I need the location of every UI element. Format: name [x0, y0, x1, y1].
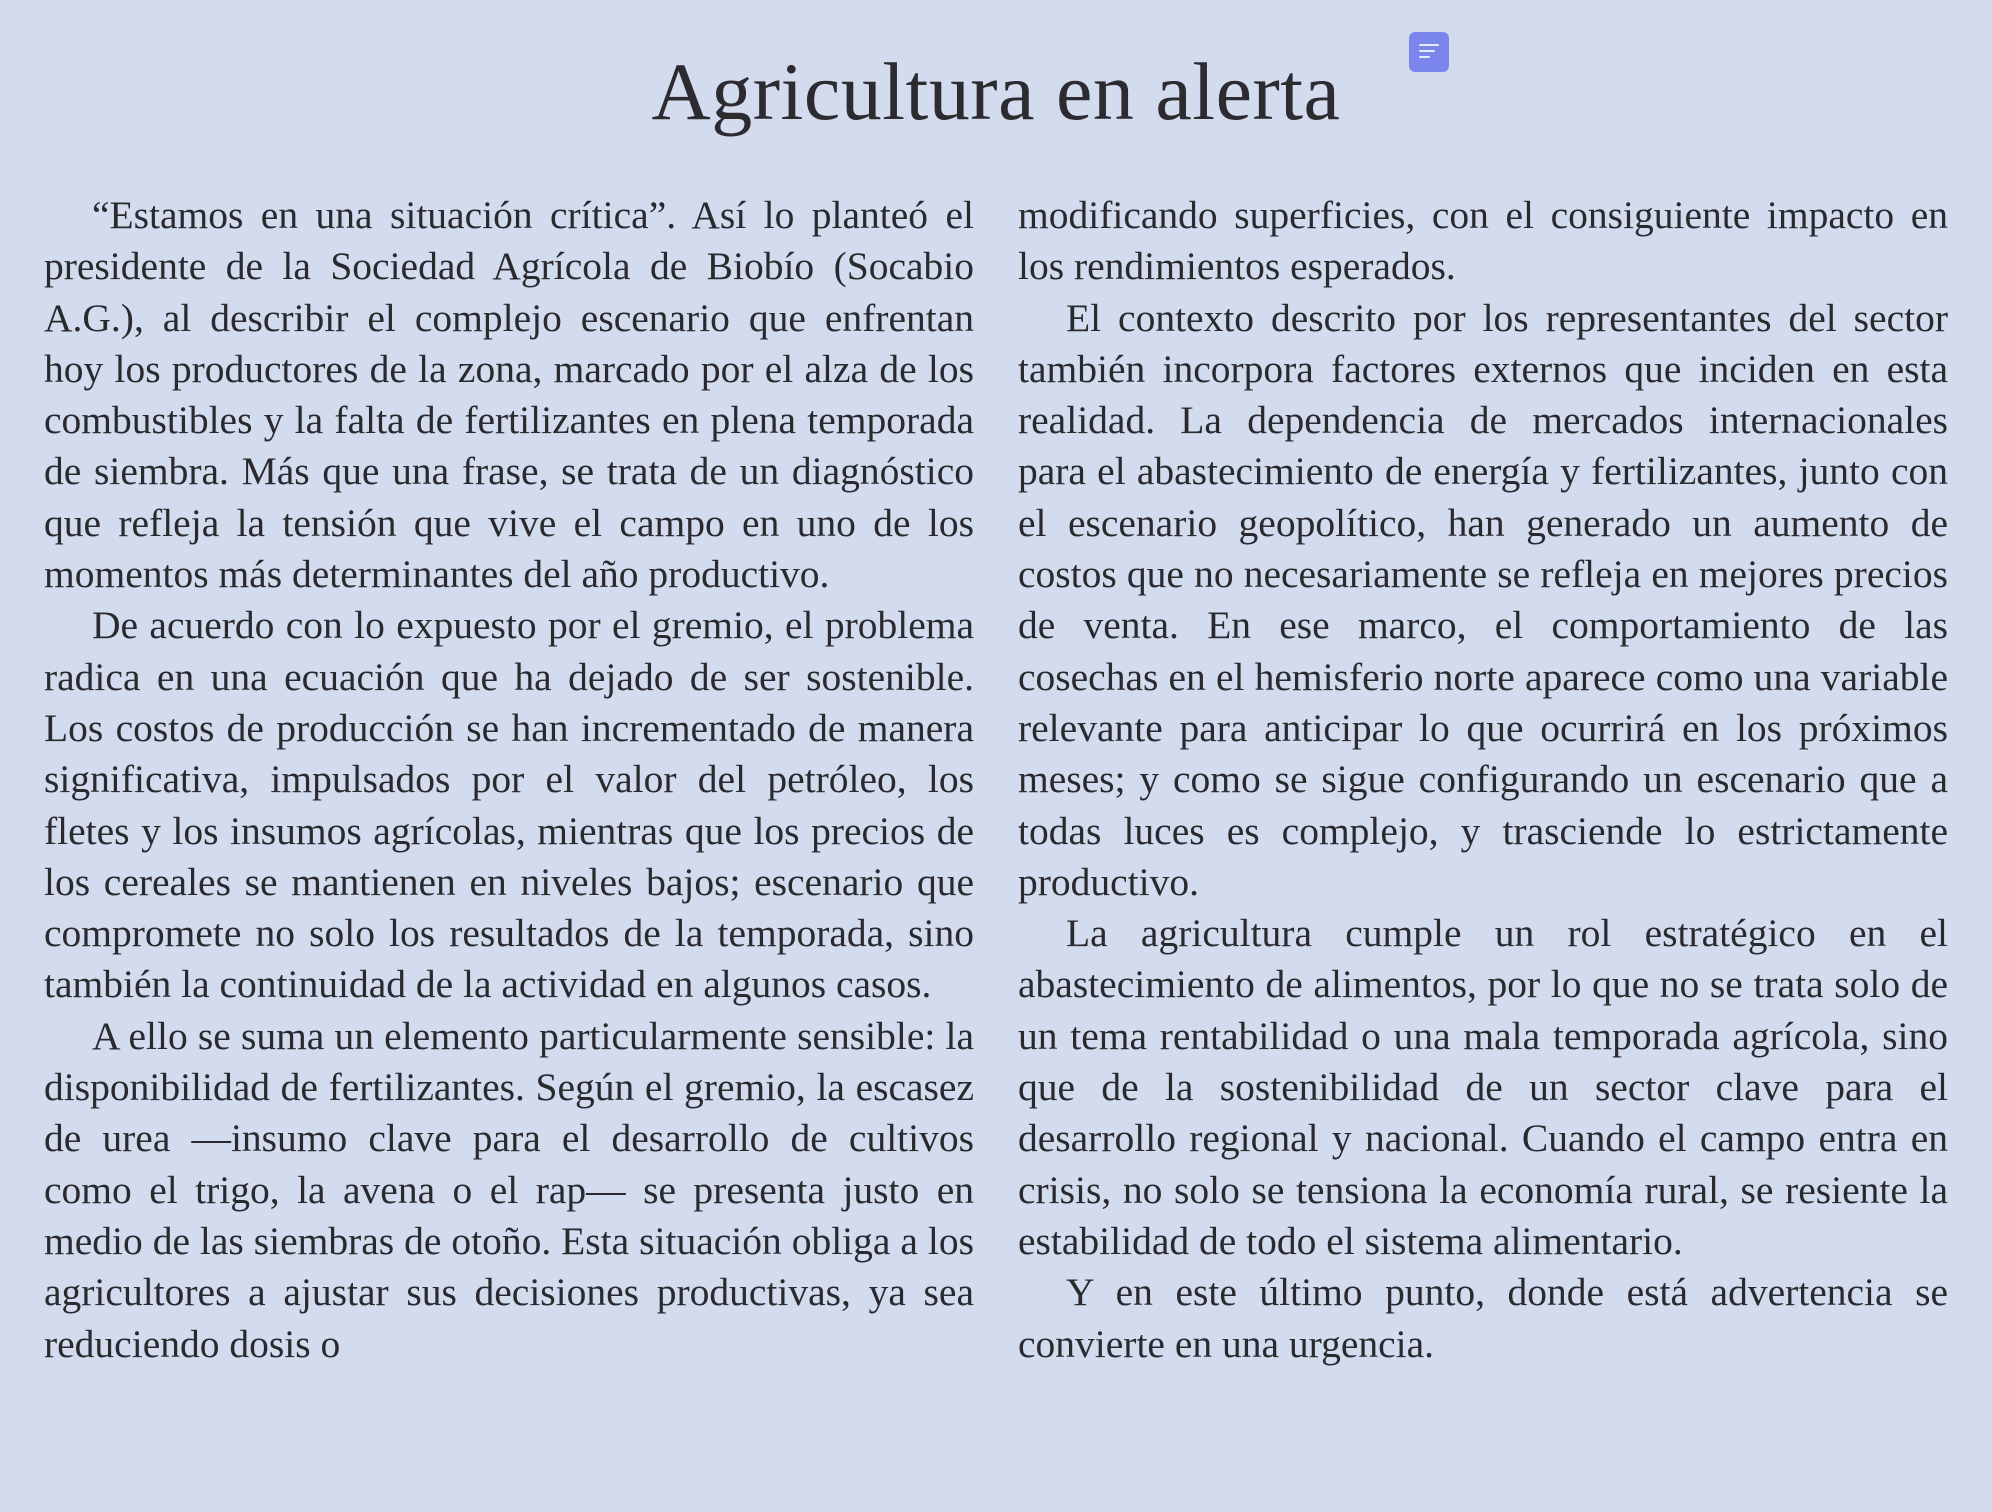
article-title: Agricultura en alerta: [651, 46, 1341, 137]
article-paragraph: El contexto descrito por los representantes del sector también incorpora factores externos que inciden en esta realidad. La dependencia de mercados internacionales para el abastecimiento de energía y fertilizantes, junto con el escenario geopolítico, han generado un aumento de costos que no necesariamente se refleja en mejores precios de venta. En ese marco, el comportamiento de las cosechas en el hemisferio norte aparece como una variable relevante para anticipar lo que ocurrirá en los próximos meses; y como se sigue configurando un escenario que a todas luces es complejo, y trasciende lo estrictamente productivo.: [1018, 295, 1948, 904]
article-column-right: [1018, 190, 1948, 1370]
note-icon-line: [1419, 50, 1435, 52]
article-paragraph: De acuerdo con lo expuesto por el gremio, el problema radica en una ecuación que ha dejado de ser sostenible. Los costos de producción se han incrementado de manera significativa, impulsados por el valor del petróleo, los fletes y los insumos agrícolas, mientras que los precios de los cereales se mantienen en niveles bajos; escenario que compromete no solo los resultados de la temporada, sino también la continuidad de la actividad en algunos casos.: [44, 603, 974, 1007]
note-icon-line: [1419, 44, 1439, 46]
note-icon[interactable]: [1409, 32, 1449, 72]
article-paragraph: “Estamos en una situación crítica”. Así lo planteó el presidente de la Sociedad Agrícola de Biobío (Socabio A.G.), al describir el complejo escenario que enfrentan hoy los productores de la zona, marcado por el alza de los combustibles y la falta de fertilizantes en plena temporada de siembra. Más que una frase, se trata de un diagnóstico que refleja la tensión que vive el campo en uno de los momentos más determinantes del año productivo.: [44, 193, 974, 597]
article-paragraph: A ello se suma un elemento particularmente sensible: la disponibilidad de fertilizantes. Según el gremio, la escasez de urea —insumo clave para el desarrollo de cultivos como el trigo, la avena o el rap— se presenta justo en medio de las siembras de otoño. Esta situación obliga a los agricultores a ajustar sus decisiones productivas, ya sea reduciendo dosis o: [44, 1013, 974, 1366]
note-icon-line: [1419, 56, 1430, 58]
article-paragraph: Y en este último punto, donde está advertencia se convierte en una urgencia.: [1018, 1270, 1948, 1366]
article-column-left: [44, 190, 974, 1370]
article-paragraph-continuation: modificando superficies, con el consiguiente impacto en los rendimientos esperados.: [1018, 193, 1948, 289]
article-paragraph: La agricultura cumple un rol estratégico en el abastecimiento de alimentos, por lo que no se trata solo de un tema rentabilidad o una mala temporada agrícola, sino que de la sostenibilidad de un sector clave para el desarrollo regional y nacional. Cuando el campo entra en crisis, no solo se tensiona la economía rural, se resiente la estabilidad de todo el sistema alimentario.: [1018, 911, 1948, 1263]
